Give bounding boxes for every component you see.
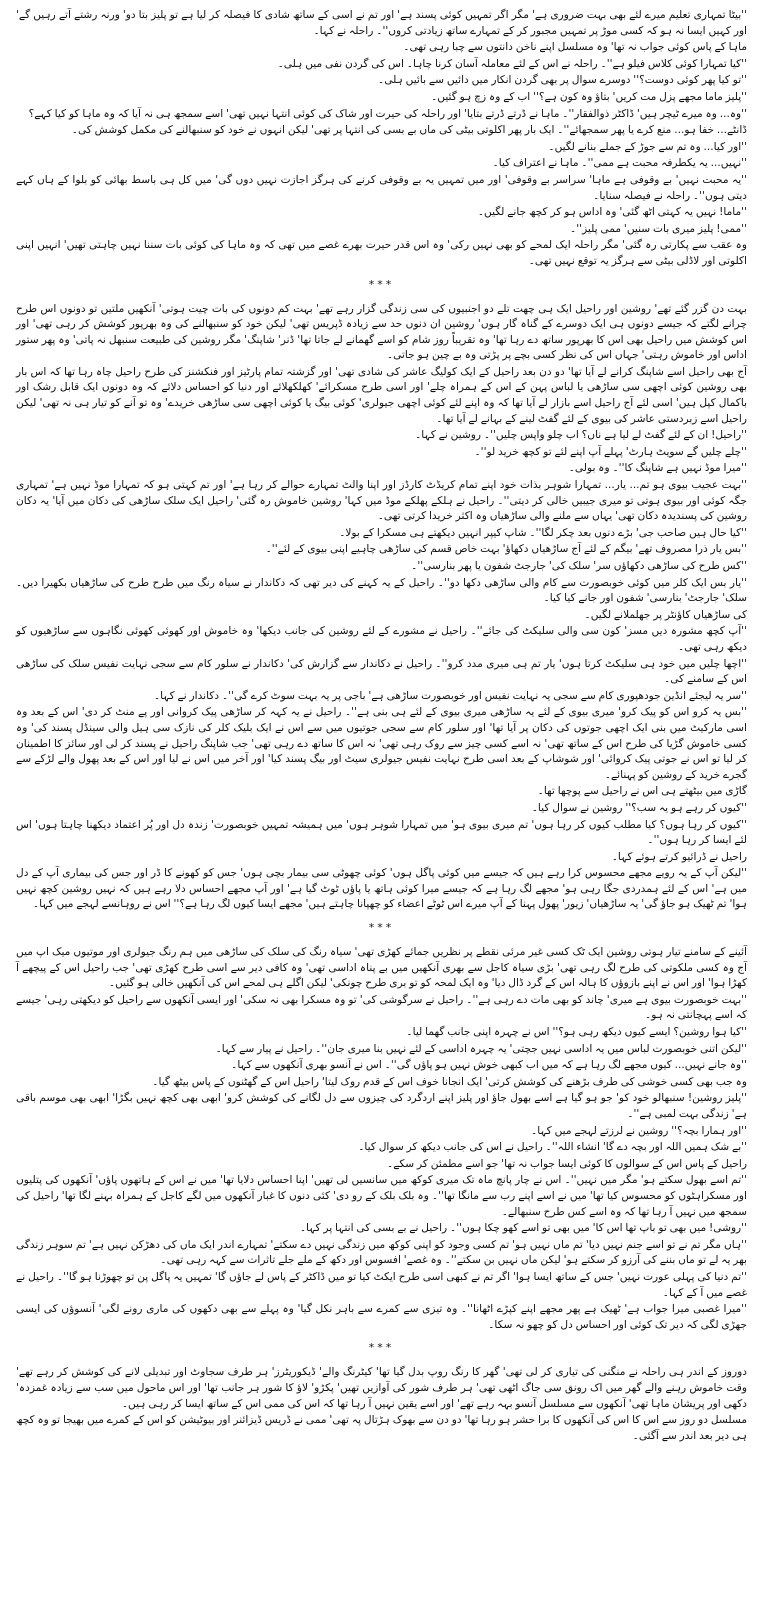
paragraph: ''روشی! میں بھی تو باپ تھا اس کا' میں بھی تو اسے کھو چکا ہوں''۔ راحیل نے بے بسی کی انتہا پر کہا۔ <box>299 1222 747 1235</box>
paragraph: ''پلیز روشین! سنبھالو خود کو' جو ہو گیا ہے اسے بھول جاؤ اور پلیز اپنے اردگرد کی چیزوں سے دل لگانے کی کوشش کرو' ابھی بھی کچھ نہیں بگڑا' ابھی بھی موسم باقی ہے' زندگی بہت لمبی ہے''۔ <box>16 1092 747 1120</box>
paragraph: ''بس یہ کرو اس کو پیک کرو' میری بیوی کے لئے یہ ساڑھی میری بیوی کے لئے ہی بنی ہے''۔ راحیل نے یہ کہہ کر ساڑھی پیک کروانی اور پے منٹ کر دی' اس کے بعد وہ اسی مارکیٹ میں بنی ایک اچھی جوتوں کی دکان پر آیا تھا' اور سلور کام سے سجی جوتیوں میں سے اس نے ایک بلیک کلر کی نازک سی ہیل والی سینڈل پسند کی' وہ کسی خاموش گڑیا کی طرح اس کے ساتھ تھی' نہ اسے کسی چیز سے روک رہی تھی' نہ اس کا ساتھ دے رہی تھی' جب شاپنگ راحیل نے پسند کر لی اور سائز کا اطمینان کر لیا تو اس نے جوتی پیک کروائی' اور شوشاپ کے بعد اسی طرح نہایت نفیس جیولری سیٹ اور بیگ پسند کیا' اور آخر میں اس نے لیا اور اس کے بعد پھول والے لڑکے سے گجرے خرید کے روشین کو پہنائے۔ <box>16 706 747 781</box>
paragraph: ''راحیل! ان کے لئے گفٹ لے لیا ہے ناں؟ اب چلو واپس چلیں''۔ روشین نے کہا۔ <box>415 429 747 442</box>
paragraph: ''تم دنیا کی پہلی عورت نہیں' جس کے ساتھ ایسا ہوا' اگر تم نے کبھی اسی طرح ایکٹ کیا تو میں ڈاکٹر کے پاس لے جاؤں گا' تمہیں یہ پاگل پن تو چھوڑنا ہو گا''۔ راحیل نے غصے میں آ کے کہا۔ <box>16 1270 747 1299</box>
paragraph: ''چلے چلیں گے سویٹ ہارٹ' پہلے آپ اپنے لئے تو کچھ خرید لو''۔ <box>474 445 747 458</box>
paragraph: ''بہت خوبصورت بیوی ہے میری' چاند کو بھی مات دے رہی ہے''۔ راحیل نے سرگوشی کی' تو وہ مسکرا بھی نہ سکی' اور ایسی آنکھوں سے راحیل کو دیکھتی رہی' جیسے کہ اسے پہچانتی نہ ہو۔ <box>16 993 747 1022</box>
paragraph: دوروز کے اندر ہی راحلہ نے منگنی کی تیاری کر لی تھی' گھر کا رنگ روپ بدل گیا تھا' کیٹرنگ والے' ڈیکوریٹرز' ہر طرف سجاوٹ اور تبدیلی لانے کی کوشش کر رہے تھے' وقت خاموش رہنے والے گھر میں اک رونق سی جاگ اٹھی تھی' ہر طرف شور کی آوازیں تھیں' پکڑو' لاؤ کا شور ہر جانب تھا' اور اس ماحول میں سب سے زیادہ غمزدہ' دکھی اور پریشان ماہا تھی' آنکھوں سے مسلسل آنسو بہہ رہے تھے' اور اسے یقین نہیں آ رہا تھا کہ اس کی ممی اس کے ساتھ ایسا کر رہی ہیں۔ <box>16 1366 747 1410</box>
paragraph: بہت دن گزر گئے تھے' روشین اور راحیل ایک ہی چھت تلے دو اجنبیوں کی سی زندگی گزار رہے تھے' بہت کم دونوں کی بات چیت ہوتی' آنکھیں ملتیں تو دونوں اس طرح چرانے لگتے کہ جیسے دونوں ہی ایک دوسرے کے گناہ گار ہوں' روشین ان دنوں حد سے زیادہ ڈپریس تھی' لیکن خود کو سنبھالنے کی وہ بھرپور کوشش کر رہی تھی' اور اس کوشش میں راحیل بھی اس کا بھرپور ساتھ دے رہا تھا' وہ تقریباً روز شام کو اسے گھمانے لے جاتا تھا' ڈنر' شاپنگ' مگر روشین کی طبیعت سنبھل نہ پاتی' وہ پھر ستور اداس اور خاموش رہتی' جہاں اس کی نظر کسی بچے پر پڑتی وہ بے چین ہو جاتی۔ <box>16 302 747 362</box>
paragraph: ''کیوں کر رہا ہوں؟ کیا مطلب کیوں کر رہا ہوں' تم میری بیوی ہو' میں تمہارا شوہر ہوں' میں ہمیشہ تمہیں خوبصورت' زندہ دل اور پُر اعتماد دیکھنا چاہتا ہوں' اس لئے ایسا کر رہا ہوں''۔ <box>16 818 747 847</box>
paragraph: گاڑی میں بیٹھتے ہی اس نے راحیل سے پوچھا تھا۔ <box>537 785 747 798</box>
paragraph: ''کیا تمہارا کوئی کلاس فیلو ہے''۔ راحلہ نے اس کے لئے معاملہ آسان کرنا چاہا۔ اس کی گردن نفی میں ہلی۔ <box>277 57 747 70</box>
paragraph: ''آپ کچھ مشورہ دیں مسز' کون سی والی سلیکٹ کی جائے''۔ راحیل نے مشورے کے لئے روشین کی جانب دیکھا' وہ خاموش اور کھوئی کھوئی نگاہوں سے ساڑھیوں کو دیکھ رہی تھی۔ <box>16 625 747 653</box>
story-section-2 <box>16 302 747 914</box>
story-section-1 <box>16 8 747 270</box>
paragraph: ''ماما! نہیں یہ کہتی اٹھ گئی' وہ اداس ہو کر کچھ جانے لگیں۔ <box>477 206 747 219</box>
paragraph: ''کیوں کر رہے ہو یہ سب؟'' روشین نے سوال کیا۔ <box>531 801 747 814</box>
paragraph: راحیل نے ڈرائیو کرتے ہوئے کہا۔ <box>611 850 747 863</box>
paragraph: ''نہیں... یہ یکطرفہ محبت ہے ممی''۔ ماہا نے اعتراف کیا۔ <box>492 157 747 170</box>
paragraph: ''اور کیا... وہ تم سے جوڑ کے جملے بنانے لگیں۔ <box>548 140 747 153</box>
paragraph: ''یہ محبت نہیں' بے وقوفی ہے ماہا' سراسر بے وقوفی' اور میں تمہیں یہ بے وقوفی کرنے کی ہرگز اجازت نہیں دوں گی' میں کل ہی باسط بھائی کو بلوا کے ہاں کہے دیتی ہوں''۔ راحلہ نے فیصلہ سنایا۔ <box>16 173 747 202</box>
paragraph: راحیل کے پاس اس کے سوالوں کا کوئی ایسا جواب نہ تھا' جو اسے مطمئن کر سکے۔ <box>387 1157 747 1170</box>
paragraph: ''لیکن اتنی خوبصورت لباس میں یہ اداسی نہیں جچتی' یہ چہرہ اداسی کے لئے نہیں بنا میری جان''۔ راحیل نے پیار سے کہا۔ <box>215 1042 747 1055</box>
paragraph: ''لیکن آپ کے یہ رویے مجھے محسوس کرا رہے ہیں کہ جیسے میں کوئی پاگل ہوں' کوئی چھوٹی سی بیمار بچی ہوں' جس کو کھونے کا ڈر اور جس کی بیماری آپ کے دل میں ہے' اس کے لئے ہمدردی جگا رہی ہو' مجھے لگ رہا ہے کہ جیسے میرا کوئی ہاتھ یا پاؤں ٹوٹ گیا ہے' اور آپ مجھے احساس دلا رہے ہیں کہ نہیں روشین کچھ نہیں ہوا' تم ٹھیک ہو جاؤ گی' یہ ساڑھیاں' زیور' پھول پہنا کے آپ میرے اس ٹوٹے اعضاء کو چھپانا چاہتے ہیں' مجھے ایسا کیوں لگ رہا ہے؟'' اس نے روہانسے لہجے میں کہا۔ <box>16 867 747 911</box>
paragraph: ''کیا ہوا روشین؟ ایسے کیوں دیکھ رہی ہو؟'' اس نے چہرہ اپنی جانب گھما لیا۔ <box>406 1026 747 1039</box>
paragraph: ''بے شک ہمیں اللہ اور بچہ دے گا' انشاء اللہ''۔ راحیل نے اس کی جانب دیکھ کر سوال کیا۔ <box>358 1141 747 1154</box>
section-divider: *** <box>368 1341 395 1355</box>
paragraph: آج بھی راحیل اسے شاپنگ کرانے لے آیا تھا' دو دن بعد راحیل کے ایک کولیگ عاشر کی شادی تھی' اور گزشتہ تمام پارٹیز اور فنکشنز کی طرح راحیل چاہ رہا تھا کہ اس بار بھی روشین کوئی اچھی سی ساڑھی یا لباس پہن کے اس کے ہمراہ چلے' اور اسی طرح مسکرائے' کھلکھلائے اور دنیا کو احساس دلائے کہ وہ دونوں ایک قابل رشک اور باکمال کپل ہیں' اسی لئے آج راحیل اسے بازار لے آیا تھا کہ وہ اپنے لئے کوئی اچھی جیولری' کوئی بیگ یا کوئی اچھی سی ساڑھی خریدے' وہ تو آنے کو تیار ہی نہ تھی' لیکن راحیل اسے زبردستی عاشر کی بیوی کے لئے گفٹ لینے کے بہانے لے آیا تھا۔ <box>16 365 747 425</box>
paragraph: ''تم اسے بھول سکتے ہو' مگر میں نہیں''۔ اس نے چار پانچ ماہ تک میری کوکھ میں سانسیں لی تھیں' اپنا احساس دلایا تھا' میں نے اس کے ہاتھوں پاؤں' آنکھوں کی پتلیوں اور مسکراہٹوں کو محسوس کیا تھا' میں نے اسے اپنے رب سے مانگا تھا''۔ وہ بلک بلک کے رو دی' کئی دنوں کا غبار آنکھوں میں لگے کاجل کے ہمراہ بہنے لگا تھا' راحیل کی سمجھ میں نہیں آ رہا تھا کہ وہ اسے کس طرح سنبھالے۔ <box>16 1174 747 1218</box>
paragraph: ''کس طرح کی ساڑھی دکھاؤں سر' سلک کی' جارجٹ شفون یا پھر بنارسی''۔ <box>411 560 747 572</box>
paragraph: ''بس یار ذرا مصروف تھے' بیگم کے لئے آج ساڑھیاں دکھاؤ' بہت خاص قسم کی ساڑھی چاہیے اپنی بیوی کے لئے''۔ <box>265 543 747 556</box>
paragraph: ''کیا حال ہیں صاحب جی' بڑے دنوں بعد چکر لگا''۔ شاپ کیپر انہیں دیکھتے ہی مسکرا کے بولا۔ <box>339 526 747 539</box>
paragraph: ''ممی! پلیز میری بات سنیں' ممی پلیز''۔ <box>570 222 747 235</box>
paragraph: ''میرا غصبی میرا جواب ہے' ٹھیک ہے پھر مجھے اپنے کپڑے اٹھانا''۔ وہ تیزی سے کمرے سے باہر نکل گیا' وہ پہلے سے بھی دکھوں کی ماری رونے لگی' آنسوؤں کی ایسی جھڑی لگی کہ دیر تک کوئی اور احساس دل کو چھو نہ سکا۔ <box>16 1303 747 1331</box>
paragraph: وہ عقب سے پکارتی رہ گئی' مگر راحلہ ایک لمحے کو بھی نہیں رکی' وہ اس قدر حیرت بھرے غصے میں تھی کہ وہ ماہا کی کوئی بات سننا نہیں چاہتی تھیں' انہیں اپنی اکلوتی اور لاڈلی بیٹی سے ہرگز یہ توقع نہیں تھی۔ <box>16 239 747 267</box>
story-section-3 <box>16 945 747 1333</box>
paragraph: ''بیٹا تمہاری تعلیم میرے لئے بھی بہت ضروری ہے' مگر اگر تمہیں کوئی پسند ہے' اور تم نے اسی کے ساتھ شادی کا فیصلہ کر لیا ہے تو پلیز بتا دو' ورنہ رشتے آتے رہیں گے' اور کہیں ایسا نہ ہو کہ کسی موڑ پر تمہیں مجبور کر کے تمہارے ساتھ زیادتی کروں''۔ راحلہ نے کہا۔ <box>16 9 747 37</box>
paragraph: آئینے کے سامنے تیار ہوتی روشین ایک ٹک کسی غیر مرئی نقطے پر نظریں جمائے کھڑی تھی' سیاہ رنگ کی سلک کی ساڑھی میں ہم رنگ جیولری اور موتیوں میک اپ میں آج وہ کسی ملکوتی کی طرح لگ رہی تھی' بڑی سیاہ کاجل سے بھری آنکھیں میں بے پناہ اداسی تھی' وہ کافی دیر سے اسی طرح کھڑی تھی' جب راحیل اس کے پیچھے آ کھڑا ہوا' اور اس نے اپنے بازوؤں کا ہالہ اس کے گرد ڈال دیا' وہ ایک لمحہ کو تو بری طرح چونکی' لیکن اگلے ہی لمحے اس کی آنکھیں خالی ہو گئیں۔ <box>16 946 747 990</box>
paragraph: ''پلیز ماما مجھے پزل مت کریں' بتاؤ وہ کون ہے؟'' اب کے وہ زچ ہو گئیں۔ <box>431 90 747 103</box>
paragraph: ''اچھا چلیں میں خود ہی سلیکٹ کرتا ہوں' یار تم ہی میری مدد کرو''۔ راحیل نے دکاندار سے گزارش کی' دکاندار نے سلور کام سے سجی نہایت نفیس سلک کی ساڑھی اس کے سامنے کی۔ <box>16 657 747 686</box>
paragraph: ''تو کیا پھر کوئی دوست؟'' دوسرے سوال پر بھی گردن انکار میں دائیں سے بائیں ہلی۔ <box>378 74 747 87</box>
paragraph: ڈانٹے... خفا ہو... منع کرے یا پھر سمجھائے''۔ ایک بار پھر اکلوتی بیٹی کی ماں بے بسی کی انتہا پر تھی' لیکن انہوں نے خود کو سنبھالنے کی مکمل کوشش کی۔ <box>71 124 747 137</box>
paragraph: مسلسل دو روز سے اس کا اس کی آنکھوں کا برا حشر ہو رہا تھا' دو دن سے بھوک ہڑتال پہ تھی' ممی نے ڈریس ڈیزائنر اور بیوٹیشن کو اس کے کمرے میں بھیجا تو وہ کچھ ہی دیر بعد اندر سے آگئی۔ <box>16 1414 747 1442</box>
section-divider: *** <box>368 277 395 291</box>
paragraph: ''ہاں مگر تم نے تو اسے جنم نہیں دیا' تم ماں نہیں ہو' تم کسی وجود کو اپنی کوکھ میں زندگی نہیں دے سکتے' تمہارے اندر ایک ماں کی دھڑکن نہیں ہے' تم سوہر زندگی بھر یہ لے تو ماں بننے کی آرزو کر سکتے ہو' لیکن ماں نہیں بن سکتے''۔ وہ غصے' افسوس اور دکھ کے ملے جلے تاثرات سے کہہ رہی تھی۔ <box>16 1238 747 1267</box>
paragraph: ''وہ... وہ میرے ٹیچر ہیں' ڈاکٹر ذوالفقار''۔ ماہا نے ڈرتے ڈرتے بتایا' اور راحلہ کی حیرت اور شاک کی کوئی انتہا نہیں تھی' اسے سمجھ ہی نہ آیا کہ وہ ماہا کو کیا کہے؟ <box>28 107 747 120</box>
paragraph: ''میرا موڈ نہیں ہے شاپنگ کا''۔ وہ بولی۔ <box>568 462 747 475</box>
paragraph: ''اور ہمارا بچہ؟'' روشین نے لرزتے لہجے میں کہا۔ <box>531 1124 747 1137</box>
paragraph: ''سر یہ لیجئے انڈین جودھپوری کام سے سجی یہ نہایت نفیس اور خوبصورت ساڑھی ہے' باجی پر یہ بہت سوٹ کرے گی''۔ دکاندار نے کہا۔ <box>153 689 747 702</box>
paragraph: وہ جب بھی کسی خوشی کی طرف بڑھنے کی کوشش کرتی' ایک انجانا خوف اس کے قدم روک لیتا' راحیل اس کے گھٹنوں کے پاس بیٹھ گیا۔ <box>152 1075 747 1088</box>
paragraph: ماہا کے پاس کوئی جواب نہ تھا' وہ مسلسل اپنے ناخن دانتوں سے چبا رہی تھی۔ <box>403 41 747 54</box>
paragraph: ''وہ جانے نہیں... کیوں مجھے لگ رہا ہے کہ میں اب کبھی خوش نہیں ہو پاؤں گی''۔ اس نے آنسو بھری آنکھوں سے کہا۔ <box>231 1059 747 1072</box>
paragraph: ''یار بس ایک کلر میں کوئی خوبصورت سے کام والی ساڑھی دکھا دو''۔ راحیل کے یہ کہنے کی دیر تھی کہ دکاندار نے سیاہ رنگ میں طرح طرح کی ساڑھیاں بکھیرا دیں۔ سلک' جارجٹ' بنارسی' شفون اور جانے کیا کیا۔ <box>16 576 747 605</box>
paragraph: کی ساڑھیاں کاؤنٹر پر جھلملانے لگیں۔ <box>584 608 747 621</box>
story-section-4 <box>16 1365 747 1444</box>
paragraph: ''بہت عجیب بیوی ہو تم... یار... تمہارا شوہر بذات خود اپنے تمام کریڈٹ کارڈز اور اپنا والٹ تمہارے حوالے کر رہا ہے' اور تم کہتی ہو کہ تمہارا موڈ نہیں ہے' تمہاری جگہ کوئی اور بیوی ہوتی تو میری جیبیں خالی کر دیتی''۔ راحیل نے ہلکے پھلکے موڈ میں کہا' روشین خاموش رہ گئی' راحیل ایک سلک ساڑھی کی دکان میں آیا' یہ دکان روشین کی پسندیدہ دکان تھی' یہاں سے ملنے والی ساڑھیاں وہ اکثر خریدا کرتی تھی۔ <box>16 479 747 523</box>
section-divider: *** <box>368 921 395 935</box>
